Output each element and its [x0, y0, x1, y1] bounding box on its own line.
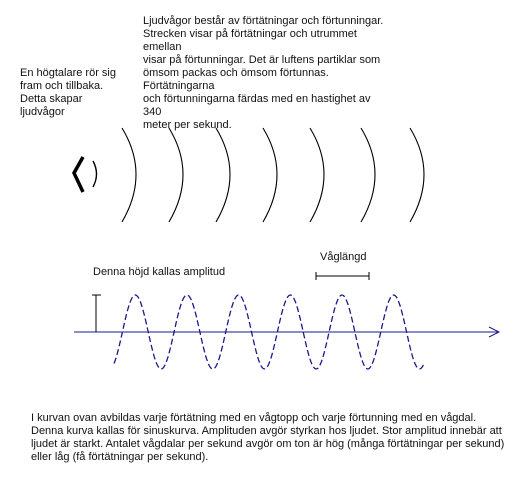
wavefront-arc: [263, 128, 277, 222]
amplitude-marker: [92, 295, 101, 332]
loudspeaker-icon: [74, 157, 97, 192]
wavelength-label: Våglängd: [320, 251, 367, 263]
wavefront-arc: [410, 128, 424, 222]
wavefront-arc: [361, 128, 375, 222]
wavefront-arc: [169, 128, 183, 222]
speaker-body: [74, 157, 83, 192]
axis-line: [74, 327, 499, 337]
top-paragraph: Ljudvågor består av förtätningar och förtunningar. Strecken visar på förtätningar och utrummet emellan visar på förtunningar. Det är luftens partiklar som ömsom packas och ömsom förtunnas. Förtätningarna och förtunningarna färdas med en hastighet av 340 meter per sekund.: [143, 15, 384, 131]
bottom-paragraph: I kurvan ovan avbildas varje förtätning med en vågtopp och varje förtunning med en vågdal. Denna kurva kallas för sinuskurva. Amplituden avgör styrkan hos ljudet. Stor amplitud innebär att ljudet är starkt. Antalet vågdalar per sekund avgör om ton är hög (många förtätningar per sekund) eller låg (få förtätningar per sekund).: [31, 412, 505, 463]
amplitude-label: Denna höjd kallas amplitud: [93, 266, 226, 278]
speaker-caption: En högtalare rör sig fram och tillbaka. Detta skapar ljudvågor: [20, 67, 116, 118]
wavefront-arc: [310, 128, 324, 222]
wavefront-arc: [122, 128, 136, 222]
speaker-cone: [93, 161, 97, 187]
wavefront-arc: [216, 128, 230, 222]
wavelength-marker: [316, 272, 369, 280]
wavefront-arcs: [122, 128, 424, 222]
